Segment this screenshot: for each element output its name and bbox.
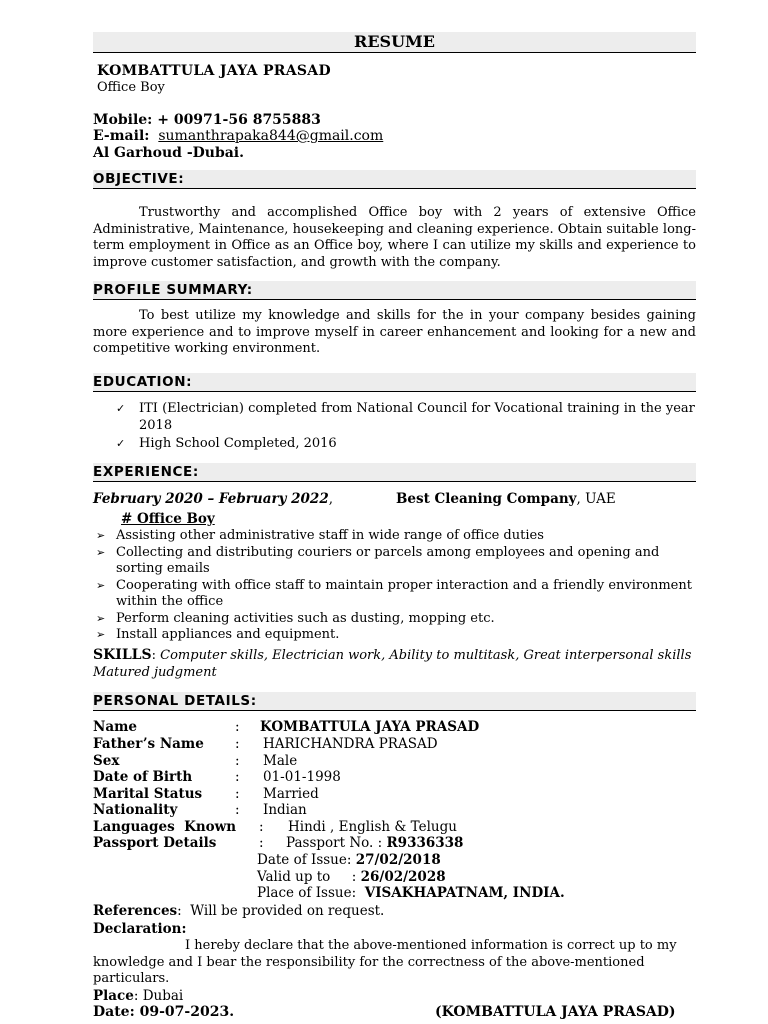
declaration-text: I hereby declare that the above-mentioned information is correct up to my knowledge and I bear the responsibility for the correctness of the above-mentioned particulars. — [93, 938, 677, 986]
list-item: ➢ Perform cleaning activities such as dusting, mopping etc. — [96, 610, 495, 626]
list-item: ➢ Cooperating with office staff to maintain proper interaction and a friendly environment within the office — [96, 577, 692, 609]
duties-list — [93, 528, 696, 644]
check-icon: ✓ — [116, 437, 126, 450]
arrow-bullet-icon: ➢ — [96, 628, 106, 641]
list-item: ➢ Collecting and distributing couriers or parcels among employees and opening and sorting emails — [96, 544, 660, 576]
candidate-role: Office Boy — [97, 80, 165, 95]
list-item: ➢ Assisting other administrative staff in wide range of office duties — [96, 528, 544, 543]
section-education: EDUCATION: — [93, 373, 696, 392]
section-objective: OBJECTIVE: — [93, 170, 696, 189]
email-label: E-mail — [93, 128, 145, 144]
pd-value-nationality: Indian — [263, 802, 307, 818]
signature-name: (KOMBATTULA JAYA PRASAD) — [435, 1004, 676, 1020]
arrow-bullet-icon: ➢ — [96, 545, 106, 559]
declaration-label-line: Declaration: — [93, 921, 187, 937]
experience-company: Best Cleaning Company — [396, 491, 577, 507]
pd-value-name: KOMBATTULA JAYA PRASAD — [260, 719, 480, 735]
experience-company-line — [396, 491, 616, 507]
pd-value-marital: Married — [263, 786, 319, 802]
experience-location: , UAE — [576, 491, 616, 507]
references-line: References: Will be provided on request. — [93, 903, 385, 919]
references-label: References — [93, 903, 178, 919]
pd-label-sex: Sex — [93, 753, 120, 769]
pd-place-of-issue: Place of Issue: VISAKHAPATNAM, INDIA. — [257, 885, 565, 901]
pd-label-name: Name — [93, 719, 137, 735]
pd-label-father: Father’s Name — [93, 736, 204, 752]
pd-value-father: HARICHANDRA PRASAD — [263, 736, 438, 752]
list-item: ➢ Install appliances and equipment. — [96, 627, 340, 642]
check-icon: ✓ — [116, 402, 126, 415]
section-experience: EXPERIENCE: — [93, 463, 696, 482]
personal-details-table: Name : KOMBATTULA JAYA PRASAD Father’s Name : HARICHANDRA PRASAD Sex : Male Date of Birth : 01-01-1998 Marital Status : Married Nationality : Indian Languages Known : Hindi , English & Telugu Passport Details : Passport No. : R9336338 Date of Issue: 27/02/2018 Valid up to : 26/02/2028 Place of Issue: VISAKHAPATNAM, INDIA. — [93, 719, 565, 901]
pd-label-passport: Passport Details — [93, 835, 217, 851]
pd-value-dob: 01-01-1998 — [263, 769, 341, 785]
pd-value-sex: Male — [263, 753, 298, 769]
mobile-line: Mobile: + 00971-56 8755883 — [93, 112, 321, 128]
list-item: ✓ High School Completed, 2016 — [116, 436, 337, 451]
pd-value-passport: Passport No. : R9336338 — [286, 835, 464, 851]
pd-label-dob: Date of Birth — [93, 769, 193, 785]
pd-date-of-issue: Date of Issue: 27/02/2018 — [257, 852, 441, 868]
skills-paragraph: SKILLS: Computer skills, Electrician work, Ability to multitask, Great interpersonal skills Matured judgment — [93, 647, 692, 680]
pd-label-languages: Languages Known — [93, 819, 237, 835]
email-line: E-mail: sumanthrapaka844@gmail.com — [93, 128, 384, 144]
profile-text: To best utilize my knowledge and skills for the in your company besides gaining more experience and to improve myself in career enhancement and looking for a new and competitive working environment. — [93, 308, 696, 356]
education-list — [93, 401, 696, 453]
email-link[interactable]: sumanthrapaka844@gmail.com — [158, 128, 384, 144]
arrow-bullet-icon: ➢ — [96, 578, 106, 592]
skills-text: Computer skills, Electrician work, Ability to multitask, Great interpersonal skills Matured judgment — [93, 648, 692, 680]
candidate-name: KOMBATTULA JAYA PRASAD — [97, 63, 331, 79]
experience-position: # Office Boy — [121, 511, 215, 527]
date-line: Date: 09-07-2023. — [93, 1004, 235, 1020]
references-text: Will be provided on request. — [190, 903, 385, 919]
arrow-bullet-icon: ➢ — [96, 611, 106, 625]
resume-title: RESUME — [93, 32, 696, 53]
pd-valid-up-to: Valid up to : 26/02/2028 — [257, 869, 446, 885]
section-profile-summary: PROFILE SUMMARY: — [93, 281, 696, 300]
list-item: ✓ ITI (Electrician) completed from National Council for Vocational training in the year 2018 — [116, 401, 695, 433]
address: Al Garhoud -Dubai. — [93, 145, 244, 161]
objective-text: Trustworthy and accomplished Office boy with 2 years of extensive Office Administrative, Maintenance, housekeeping and cleaning experience. Obtain suitable long-term employment in Office as an Office boy, where I can utilize my skills and experience to improve customer satisfaction, and growth with the company. — [93, 205, 696, 270]
place-line: Place: Dubai — [93, 988, 184, 1004]
skills-label: SKILLS — [93, 647, 152, 663]
experience-period: February 2020 – February 2022 — [93, 491, 329, 507]
mobile-value: + 00971-56 8755883 — [157, 112, 321, 128]
pd-label-marital: Marital Status — [93, 786, 203, 802]
pd-value-languages: Hindi , English & Telugu — [288, 819, 457, 835]
section-personal-details: PERSONAL DETAILS: — [93, 692, 696, 711]
mobile-label: Mobile — [93, 112, 148, 128]
arrow-bullet-icon: ➢ — [96, 529, 106, 542]
experience-header: February 2020 – February 2022, — [93, 491, 334, 507]
pd-label-nationality: Nationality — [93, 802, 178, 818]
